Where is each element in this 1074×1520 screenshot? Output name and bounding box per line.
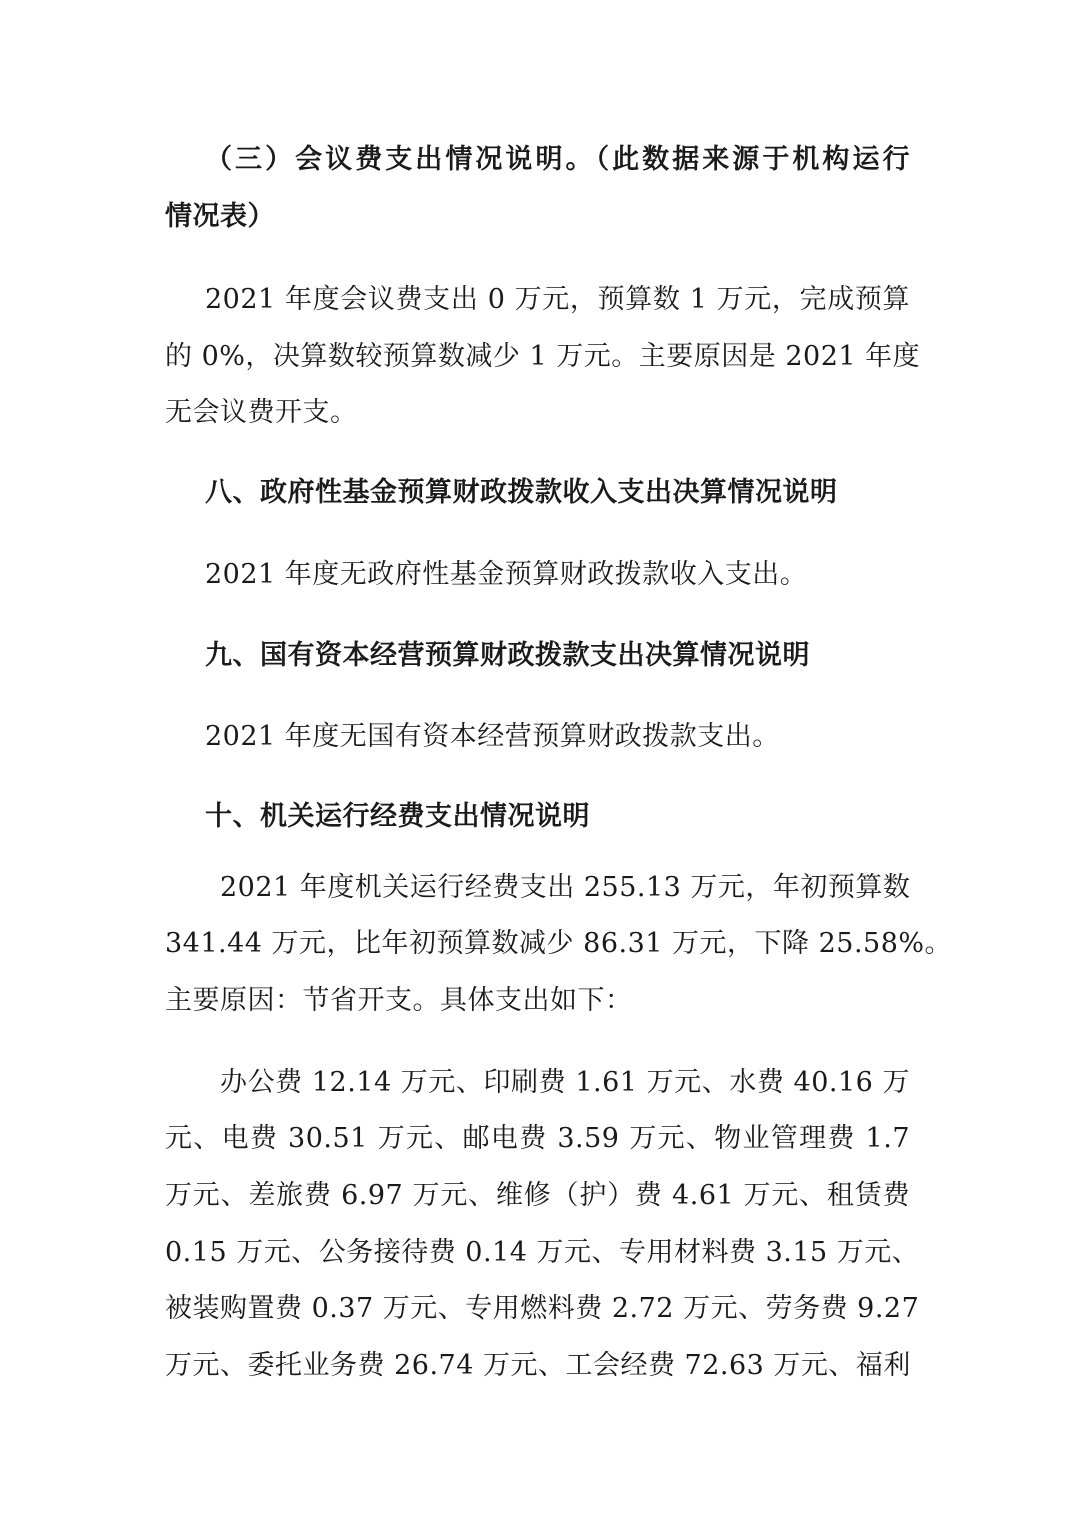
meeting-body-line2: 的 0%，决算数较预算数减少 1 万元。主要原因是 2021 年度: [165, 341, 921, 372]
section-heading-gov-fund: 八、政府性基金预算财政拨款收入支出决算情况说明: [205, 477, 838, 508]
meeting-body-line1: 2021 年度会议费支出 0 万元，预算数 1 万元，完成预算: [205, 284, 910, 315]
operating-body-line1: 2021 年度机关运行经费支出 255.13 万元，年初预算数: [220, 872, 911, 903]
state-capital-body-line1: 2021 年度无国有资本经营预算财政拨款支出。: [205, 721, 780, 752]
section-heading-operating: 十、机关运行经费支出情况说明: [205, 801, 590, 832]
operating-body-line3: 主要原因：节省开支。具体支出如下：: [165, 985, 633, 1016]
operating-detail-line4: 0.15 万元、公务接待费 0.14 万元、专用材料费 3.15 万元、: [165, 1237, 920, 1268]
operating-detail-line5: 被装购置费 0.37 万元、专用燃料费 2.72 万元、劳务费 9.27: [165, 1293, 920, 1324]
section-heading-meeting-line2: 情况表）: [165, 201, 275, 232]
section-heading-meeting-line1: （三）会议费支出情况说明。（此数据来源于机构运行: [205, 144, 910, 175]
operating-detail-line3: 万元、差旅费 6.97 万元、维修（护）费 4.61 万元、租赁费: [165, 1180, 910, 1211]
operating-detail-line1: 办公费 12.14 万元、印刷费 1.61 万元、水费 40.16 万: [220, 1067, 910, 1098]
section-heading-state-capital: 九、国有资本经营预算财政拨款支出决算情况说明: [205, 640, 810, 671]
gov-fund-body-line1: 2021 年度无政府性基金预算财政拨款收入支出。: [205, 559, 808, 590]
operating-detail-line2: 元、电费 30.51 万元、邮电费 3.59 万元、物业管理费 1.7: [165, 1123, 910, 1154]
meeting-body-line3: 无会议费开支。: [165, 397, 358, 428]
operating-body-line2: 341.44 万元，比年初预算数减少 86.31 万元，下降 25.58%。: [165, 928, 953, 959]
operating-detail-line6: 万元、委托业务费 26.74 万元、工会经费 72.63 万元、福利: [165, 1350, 911, 1381]
